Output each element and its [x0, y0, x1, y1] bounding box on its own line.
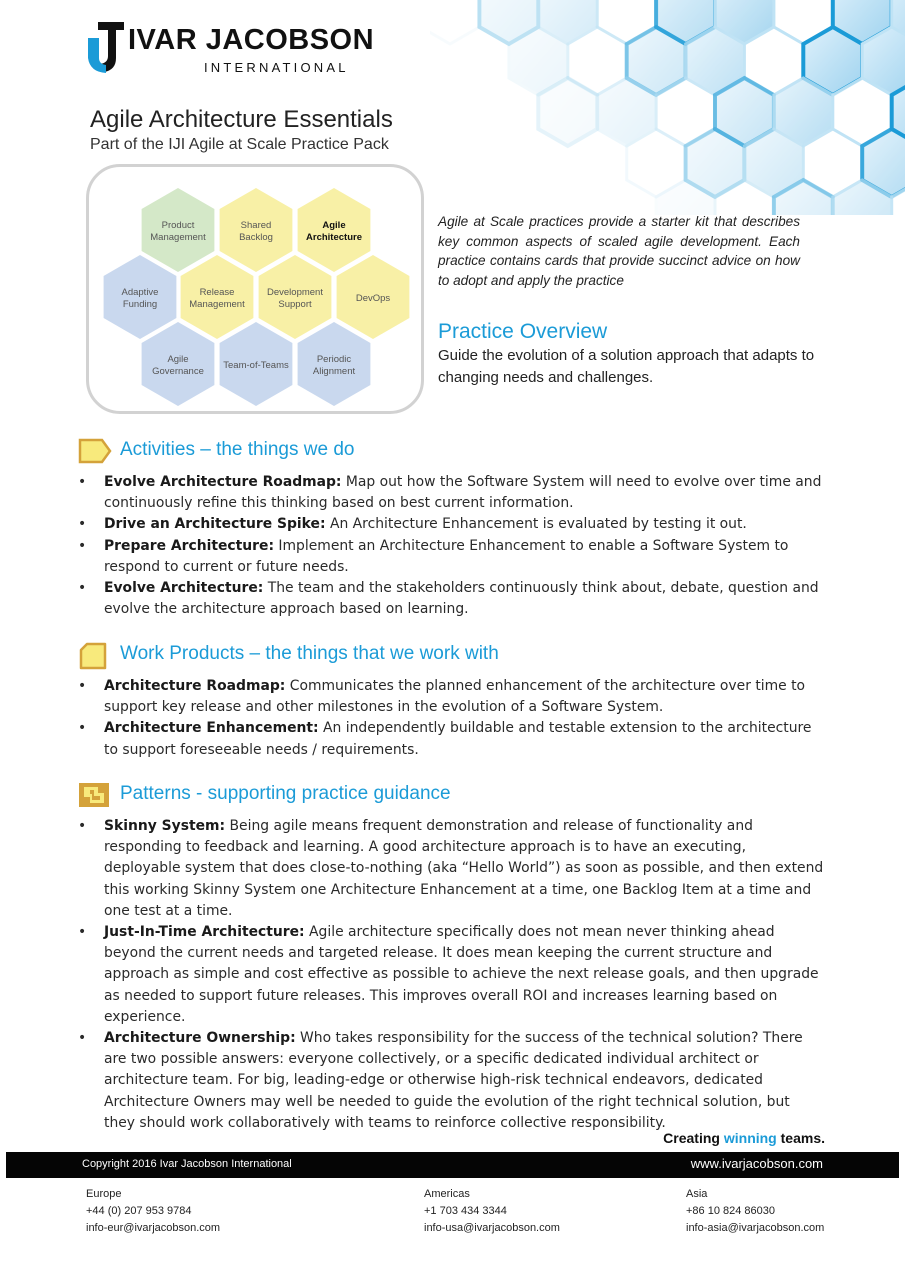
bullet-term: Just-In-Time Architecture:	[104, 924, 305, 941]
hex-label: Adaptive	[121, 287, 159, 298]
bullet-item	[78, 676, 824, 718]
pattern-icon	[78, 782, 110, 808]
hex-label: Backlog	[239, 232, 273, 243]
activity-arrow-icon	[78, 438, 112, 464]
practice-hex	[181, 255, 254, 339]
bullet-term: Architecture Enhancement:	[104, 720, 319, 737]
logo-name: IVAR JACOBSON	[128, 24, 375, 56]
website-link[interactable]: www.ivarjacobson.com	[690, 1156, 823, 1171]
office-email[interactable]: info-eur@ivarjacobson.com	[86, 1222, 221, 1234]
bullet-dot: •	[78, 924, 87, 941]
practice-map	[86, 164, 424, 414]
office-asia	[686, 1186, 824, 1237]
bullet-dot: •	[78, 1030, 87, 1047]
hex-label: Funding	[122, 299, 158, 310]
copyright: Copyright 2016 Ivar Jacobson International	[82, 1158, 292, 1170]
bullet-item	[78, 472, 824, 514]
practice-hex	[298, 188, 371, 272]
bullet-term: Drive an Architecture Spike:	[104, 516, 326, 533]
practice-hex	[220, 322, 293, 406]
hex-label: Agile	[167, 354, 189, 365]
office-region: Europe	[86, 1188, 122, 1200]
bullet-text: An Architecture Enhancement is evaluated by testing it out.	[325, 516, 747, 533]
hex-label: Release	[199, 287, 235, 298]
hexagon-banner-decoration	[430, 0, 905, 215]
bullet-text: Being agile means frequent demonstration and release of functionality and responding to feedback and learning. A good architecture approach is to have an executing, deployable system that does close-to-nothing (aka “Hello World”) as soon as possible, and then extend this working Skinny System one Architecture Enhancement at a time, one Backlog Item at a time and one test at a time.	[104, 818, 824, 919]
patterns-list	[78, 816, 824, 1134]
logo-subtitle: INTERNATIONAL	[204, 60, 349, 75]
tagline-accent: winning	[723, 1130, 777, 1146]
decorative-hex	[430, 0, 479, 44]
practice-hex	[298, 322, 371, 406]
hex-label: Shared	[240, 220, 272, 231]
practice-hex	[142, 322, 215, 406]
bullet-text: Implement an Architecture Enhancement to enable a Software System to respond to current or future needs.	[104, 537, 789, 575]
hex-label: Management	[150, 232, 206, 243]
bullet-term: Evolve Architecture Roadmap:	[104, 474, 342, 490]
bullet-dot: •	[78, 474, 87, 490]
bullet-text: Agile architecture specifically does not mean never thinking ahead beyond the current needs and targeted release. It does mean keeping the current structure and approach as simple and cost effective as possible to achieve the next release goals, and then upgrade as needed to support future releases. This improves overall ROI and increases learning based on experience.	[104, 924, 819, 1025]
hex-label: Agile	[322, 220, 346, 231]
hex-label: Team-of-Teams	[223, 360, 289, 371]
bullet-item	[78, 718, 824, 760]
hex-label: Periodic	[316, 354, 352, 365]
practice-hex	[220, 188, 293, 272]
overview-heading: Practice Overview	[438, 320, 608, 343]
hex-label: Product	[161, 220, 195, 231]
bullet-item	[78, 1028, 824, 1134]
office-phone: +86 10 824 86030	[686, 1205, 776, 1217]
company-logo	[86, 18, 375, 78]
bullet-dot: •	[78, 678, 87, 694]
bullet-text: Map out how the Software System will need to evolve over time and continuously refine this thinking based on best current information.	[104, 474, 822, 512]
office-europe	[86, 1186, 220, 1237]
bullet-term: Architecture Roadmap:	[104, 678, 286, 694]
activities-title: Activities – the things we do	[120, 439, 355, 460]
bullet-item	[78, 536, 824, 578]
patterns-title: Patterns - supporting practice guidance	[120, 783, 451, 804]
bullet-text: The team and the stakeholders continuously think about, debate, question and evolve the architecture approach based on learning.	[104, 580, 819, 618]
office-region: Americas	[424, 1188, 470, 1200]
office-region: Asia	[686, 1188, 708, 1200]
bullet-term: Prepare Architecture:	[104, 537, 275, 554]
bullet-dot: •	[78, 720, 87, 737]
intro-paragraph: Agile at Scale practices provide a starter kit that describes key common aspects of scaled agile development. Each practice contains cards that provide succinct advice on how to adopt and apply the practice	[438, 214, 800, 288]
bullet-term: Architecture Ownership:	[104, 1030, 296, 1047]
practice-hex	[142, 188, 215, 272]
office-email[interactable]: info-usa@ivarjacobson.com	[424, 1222, 560, 1234]
tagline-post: teams.	[776, 1130, 825, 1146]
office-phone: +44 (0) 207 953 9784	[86, 1205, 192, 1217]
office-phone: +1 703 434 3344	[424, 1205, 507, 1217]
bullet-dot: •	[78, 537, 87, 554]
bullet-term: Skinny System:	[104, 818, 226, 834]
office-email[interactable]: info-asia@ivarjacobson.com	[686, 1222, 825, 1234]
work-products-title: Work Products – the things that we work with	[120, 643, 499, 664]
page-subtitle: Part of the IJI Agile at Scale Practice Pack	[90, 136, 389, 153]
bullet-dot: •	[78, 818, 87, 834]
bullet-item	[78, 514, 824, 535]
hex-label: Development	[267, 287, 323, 298]
bullet-term: Evolve Architecture:	[104, 580, 264, 597]
bullet-text: An independently buildable and testable extension to the architecture to support foreseeable needs / requirements.	[104, 720, 812, 758]
hex-label: Architecture	[306, 232, 362, 243]
practice-hex	[259, 255, 332, 339]
bullet-dot: •	[78, 516, 87, 533]
document-icon	[78, 642, 108, 670]
decorative-hex	[538, 78, 597, 146]
tagline	[663, 1130, 825, 1146]
bullet-item	[78, 578, 824, 620]
office-americas	[424, 1186, 560, 1237]
practice-hex	[337, 255, 410, 339]
work-products-list	[78, 676, 824, 761]
hex-label: Management	[189, 299, 245, 310]
overview-text: Guide the evolution of a solution approach that adapts to changing needs and challenges.	[438, 347, 815, 386]
bullet-item	[78, 816, 824, 922]
bullet-text: Communicates the planned enhancement of the architecture over time to support key release and other milestones in the evolution of a Software System.	[104, 678, 806, 716]
hex-label: Alignment	[312, 366, 356, 377]
tagline-pre: Creating	[663, 1130, 724, 1146]
bullet-item	[78, 922, 824, 1028]
practice-hex	[104, 255, 177, 339]
bullet-text: Who takes responsibility for the success of the technical solution? There are two possible answers: everyone collectively, or a specific dedicated individual architect or architecture team. For big, leading-edge or otherwise high-risk technical endeavors, dedicated Architecture Owners may well be needed to guide the evolution of the right technical solution, but they should work collaboratively with teams to reinforce collective responsibility.	[104, 1030, 803, 1131]
hex-label: Governance	[152, 366, 204, 377]
page-title: Agile Architecture Essentials	[90, 106, 393, 133]
hex-label: Support	[278, 299, 312, 310]
logo-mark-icon	[86, 18, 126, 76]
activities-list	[78, 472, 824, 620]
bullet-dot: •	[78, 580, 87, 597]
hex-label: DevOps	[355, 293, 391, 304]
